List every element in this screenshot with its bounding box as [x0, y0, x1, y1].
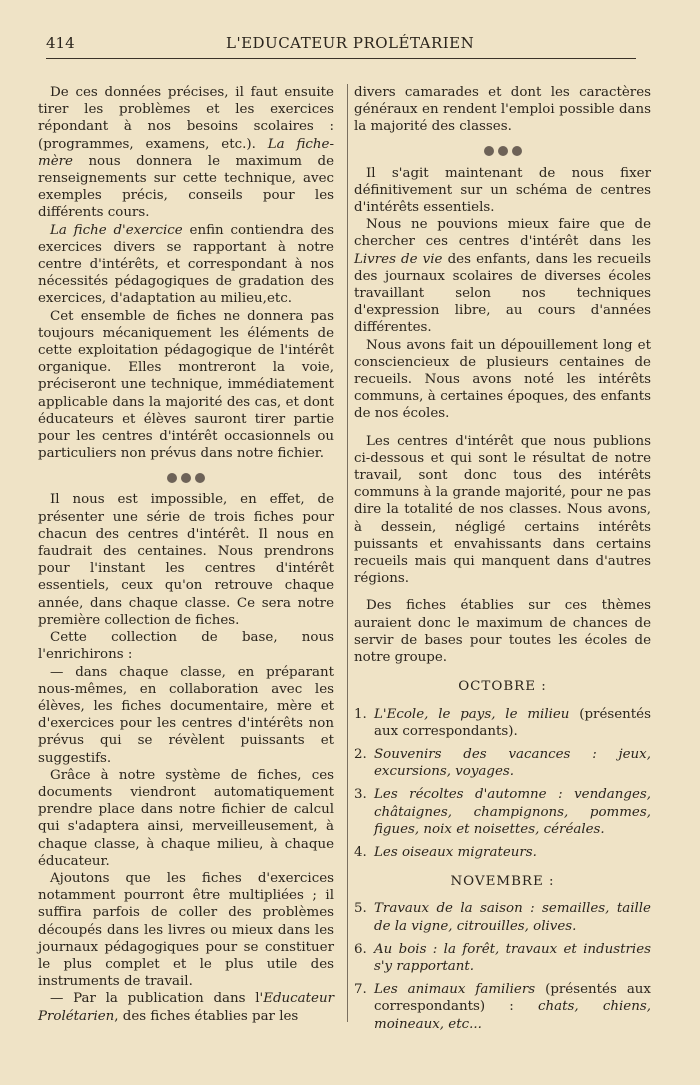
november-list	[354, 900, 651, 1032]
right-column	[354, 84, 651, 1039]
column-divider	[347, 84, 348, 1022]
left-column	[38, 84, 334, 1025]
list-item: 3. Les récoltes d'automne : vendanges, châtaignes, champignons, pommes, figues, noix et noisettes, céréales.	[354, 787, 651, 837]
paragraph: Nous avons fait un dépouillement long et consciencieux de plusieurs centaines de recueils. Nous avons noté les intérêts communs, à certaines époques, des enfants de nos écoles.	[354, 337, 651, 422]
page-header	[46, 34, 646, 58]
journal-title: L'EDUCATEUR PROLÉTARIEN	[226, 34, 475, 52]
paragraph: Ajoutons que les fiches d'exercices notamment pourront être multipliées ; il suffira parfois de coller des problèmes découpés dans les livres ou mieux dans les journaux pédagogiques pour se constituer le plus complet et le plus utile des instruments de travail.	[38, 870, 334, 990]
paragraph: Il s'agit maintenant de nous fixer définitivement sur un schéma de centres d'intérêts essentiels.	[354, 165, 651, 216]
paragraph: divers camarades et dont les caractères généraux en rendent l'emploi possible dans la majorité des classes.	[354, 85, 651, 135]
paragraph: Nous ne pouvions mieux faire que de chercher ces centres d'intérêt dans les Livres de vie des enfants, dans les recueils des journaux scolaires de diverses écoles travaillant selon nos techniques d'expression libre, au cours d'années différentes.	[354, 217, 651, 336]
list-item: 2. Souvenirs des vacances : jeux, excursions, voyages.	[354, 746, 651, 780]
paragraph: — Par la publication dans l'Educateur Prolétarien, des fiches établies par les	[38, 991, 334, 1024]
section-separator	[354, 143, 651, 157]
paragraph: Il nous est impossible, en effet, de présenter une série de trois fiches pour chacun des centres d'intérêt. Il nous en faudrait des centaines. Nous prendrons pour l'instant les centres d'intérêt essentiels, ceux qu'on retrouve chaque année, dans chaque classe. Ce sera notre première collection de fiches.	[38, 492, 334, 628]
paragraph: Des fiches établies sur ces thèmes auraient donc le maximum de chances de servir de bases pour toutes les écoles de notre groupe.	[354, 598, 651, 666]
section-separator	[38, 469, 334, 483]
paragraph: — dans chaque classe, en préparant nous-mêmes, en collaboration avec les élèves, les fiches documentaire, mère et d'exercices pour les centres d'intérêts non prévus qui se révèlent puissants et suggestifs.	[38, 664, 334, 766]
page-number: 414	[46, 34, 75, 52]
paragraph: Les centres d'intérêt que nous publions ci-dessous et qui sont le résultat de notre travail, sont donc tous des intérêts communs à la grande majorité, pour ne pas dire la totalité de nos classes. Nous avons, à dessein, négligé certains intérêts puissants et envahissants dans certains recueils mais qui manquent dans d'autres régions.	[354, 433, 651, 587]
paragraph: Cette collection de base, nous l'enrichirons :	[38, 630, 334, 663]
paragraph: La fiche d'exercice enfin contiendra des exercices divers se rapportant à notre centre d'intérêts, et correspondant à nos nécessités pédagogiques de gradation des exercices, d'adaptation au milieu,etc.	[38, 222, 334, 307]
list-item: 7. Les animaux familiers (présentés aux correspondants) : chats, chiens, moineaux, etc...	[354, 982, 651, 1032]
list-item: 6. Au bois : la forêt, travaux et industries s'y rapportant.	[354, 941, 651, 974]
october-list	[354, 706, 651, 862]
list-item: 5. Travaux de la saison : semailles, taille de la vigne, citrouilles, olives.	[354, 901, 651, 934]
paragraph: Cet ensemble de fiches ne donnera pas toujours mécaniquement les éléments de cette exploitation pédagogique de l'intérêt organique. Elles montreront la voie, préciseront une technique, immédiatement applicable dans la majorité des cas, et dont éducateurs et élèves sauront tirer partie pour les centres d'intérêt occasionnels ou particuliers non prévus dans notre fichier.	[38, 308, 334, 462]
list-item: 1. L'Ecole, le pays, le milieu (présentés aux correspondants).	[354, 706, 651, 739]
header-rule	[46, 58, 636, 59]
month-heading-november: NOVEMBRE :	[450, 874, 555, 890]
paragraph: Grâce à notre système de fiches, ces documents viendront automatiquement prendre place dans notre fichier de calcul qui s'adaptera ainsi, merveilleusement, à chaque classe, à chaque milieu, à chaque éducateur.	[38, 767, 334, 869]
list-item: 4. Les oiseaux migrateurs.	[354, 844, 537, 860]
month-heading-october: OCTOBRE :	[458, 679, 547, 695]
paragraph: De ces données précises, il faut ensuite tirer les problèmes et les exercices répondant à nos besoins scolaires : (programmes, examens, etc.). La fiche-mère nous donnera le maximum de renseignements sur cette technique, avec exemples précis, conseils pour les différents cours.	[38, 85, 335, 221]
